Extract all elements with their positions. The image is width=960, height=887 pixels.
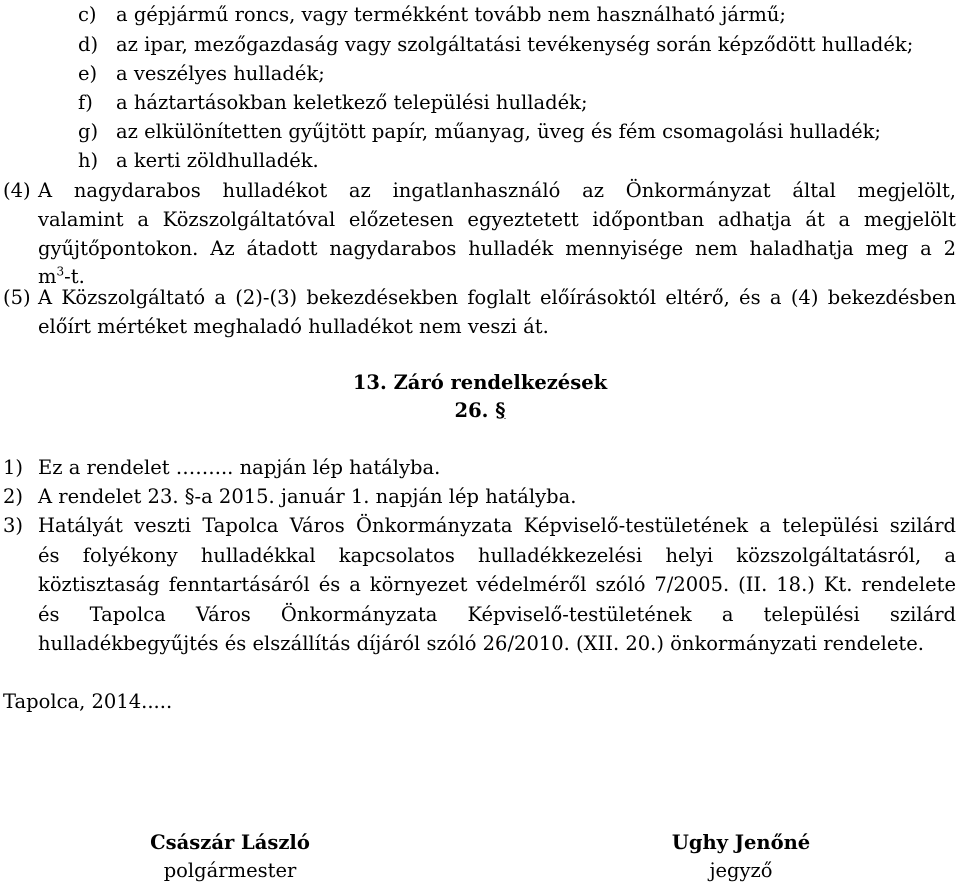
- list-text: a gépjármű roncs, vagy termékként tovább nem használható jármű;: [116, 3, 786, 26]
- item3-line-2: és folyékony hulladékkal kapcsolatos hulladékkezelési helyi közszolgáltatásról, a: [38, 544, 956, 567]
- final-text: Ez a rendelet ……... napján lép hatályba.: [38, 456, 441, 479]
- paragraph-number: [0, 397, 960, 425]
- para5-line-2: előírt mértéket meghaladó hulladékot nem veszi át.: [38, 315, 549, 338]
- unit-exponent: 3: [56, 264, 65, 279]
- item3-line-4: és Tapolca Város Önkormányzata Képviselő-testületének a települési szilárd: [38, 603, 956, 626]
- list-label: g): [78, 120, 99, 143]
- para4-line-1: A nagydarabos hulladékot az ingatlanhasználó az Önkormányzat által megjelölt,: [38, 179, 956, 202]
- paragraph-sign: §: [495, 399, 506, 422]
- section-heading: 13. Záró rendelkezések: [352, 371, 608, 394]
- item3-line-1: Hatályát veszti Tapolca Város Önkormányzata Képviselő-testületének a települési szilárd: [38, 514, 956, 537]
- para4-line-3: gyűjtőpontokon. Az átadott nagydarabos hulladék mennyisége nem haladhatja meg a 2: [38, 237, 956, 260]
- list-item-d: [78, 30, 914, 60]
- final-label: 2): [3, 485, 24, 508]
- final-item-2: [3, 482, 577, 512]
- signer-name: Császár László: [150, 831, 310, 854]
- paragraph-number-text: 26.: [454, 399, 489, 422]
- list-text: az ipar, mezőgazdaság vagy szolgáltatási tevékenység során képződött hulladék;: [116, 33, 914, 56]
- list-item-c: [78, 0, 786, 30]
- list-label: d): [78, 33, 99, 56]
- list-text: az elkülönítetten gyűjtött papír, műanyag, üveg és fém csomagolási hulladék;: [116, 120, 882, 143]
- list-label: e): [78, 62, 98, 85]
- place-date: Tapolca, 2014.....: [3, 690, 173, 713]
- list-text: a háztartásokban keletkező települési hulladék;: [116, 91, 588, 114]
- unit-suffix: -t.: [64, 265, 85, 288]
- list-item-e: [78, 59, 325, 89]
- item3-line-3: köztisztaság fenntartásáról és a környezet védelméről szóló 7/2005. (II. 18.) Kt. rendelete: [38, 573, 956, 596]
- list-item-f: [78, 88, 588, 118]
- list-label: f): [78, 91, 93, 114]
- para5-label: (5): [3, 286, 31, 309]
- signer-title: polgármester: [163, 859, 297, 882]
- unit-text: m: [38, 265, 57, 288]
- list-item-h: [78, 146, 319, 176]
- signer-title: jegyző: [709, 859, 773, 882]
- para4-line-2: valamint a Közszolgáltatóval előzetesen egyeztetett időpontban adhatja át a megjelölt: [38, 208, 956, 231]
- list-label: h): [78, 149, 99, 172]
- list-text: a kerti zöldhulladék.: [116, 149, 319, 172]
- para5-line-1: A Közszolgáltató a (2)-(3) bekezdésekben foglalt előírásoktól eltérő, és a (4) bekezdésben: [38, 286, 956, 309]
- item3-line-5: hulladékbegyűjtés és elszállítás díjáról szóló 26/2010. (XII. 20.) önkormányzati rendelete.: [38, 632, 925, 655]
- final-text: A rendelet 23. §-a 2015. január 1. napján lép hatályba.: [38, 485, 577, 508]
- signature-mayor: [140, 829, 320, 885]
- list-label: c): [78, 3, 97, 26]
- final-item-1: [3, 453, 441, 483]
- list-item-g: [78, 117, 882, 147]
- signature-notary: [646, 829, 836, 885]
- final-item-3-label: 3): [3, 514, 24, 537]
- final-label: 1): [3, 456, 24, 479]
- signer-name: Ughy Jenőné: [671, 831, 811, 854]
- para4-label: (4): [3, 179, 31, 202]
- list-text: a veszélyes hulladék;: [116, 62, 325, 85]
